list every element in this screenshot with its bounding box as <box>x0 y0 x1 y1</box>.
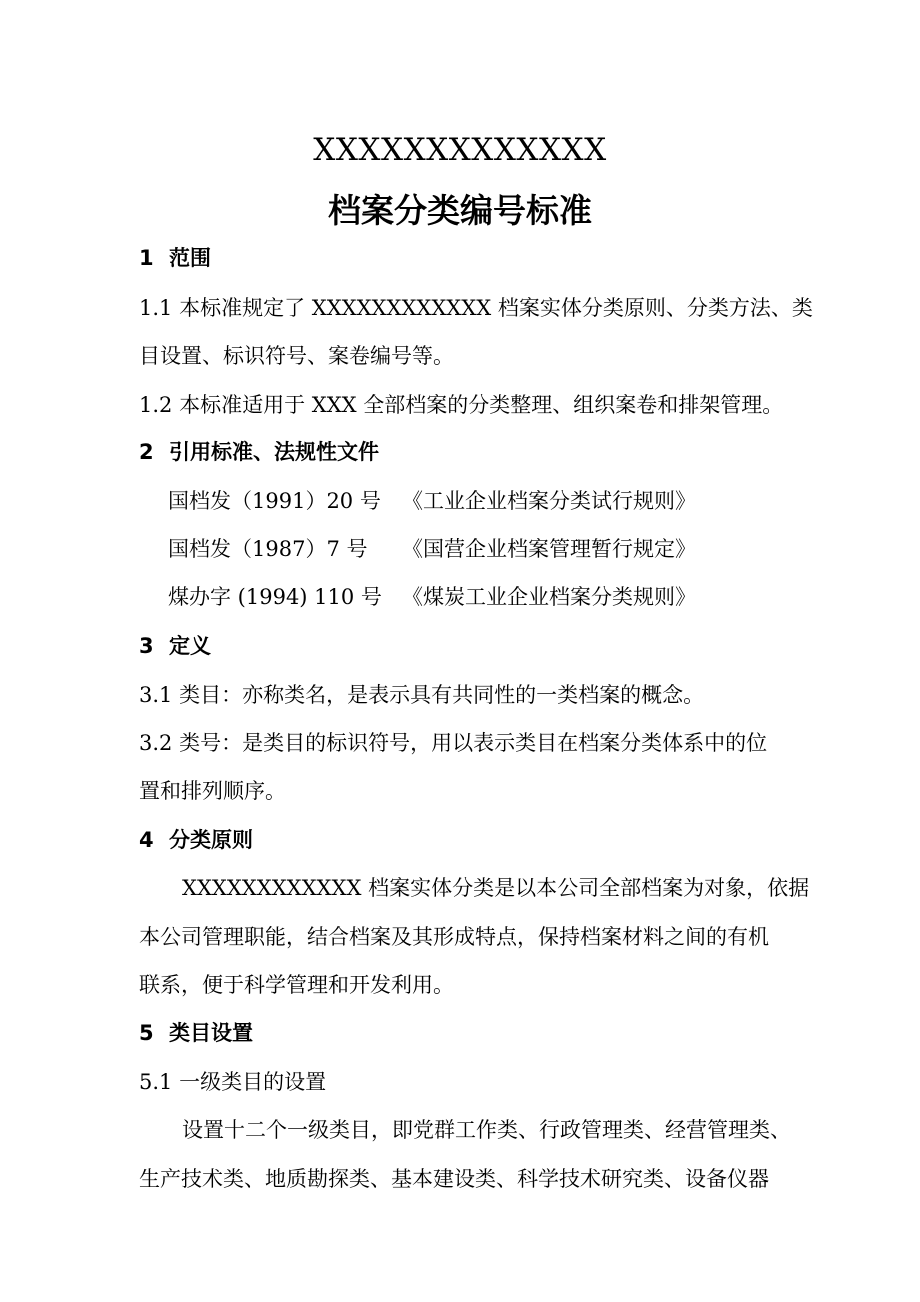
section-number: 5 <box>139 1021 154 1045</box>
paragraph-1-1-line1: 1.1 本标准规定了 XXXXXXXXXXXX 档案实体分类原则、分类方法、类 <box>139 296 813 320</box>
paragraph-3-2-line2: 置和排列顺序。 <box>139 779 286 803</box>
section-title: 分类原则 <box>169 828 253 852</box>
section-heading-1 <box>139 243 211 273</box>
reference-title: 《国营企业档案管理暂行规定》 <box>402 537 696 561</box>
section-title: 引用标准、法规性文件 <box>169 440 379 464</box>
reference-code: 国档发（1991）20 号 <box>168 489 381 513</box>
document-title: 档案分类编号标准 <box>328 191 592 230</box>
section-title: 定义 <box>169 634 211 658</box>
reference-title: 《煤炭工业企业档案分类规则》 <box>402 585 696 609</box>
section-number: 2 <box>139 440 154 464</box>
paragraph-5-line2: 生产技术类、地质勘探类、基本建设类、科学技术研究类、设备仪器 <box>139 1167 769 1191</box>
paragraph-5-line1: 设置十二个一级类目，即党群工作类、行政管理类、经营管理类、 <box>182 1118 791 1142</box>
paragraph-3-2-line1: 3.2 类号：是类目的标识符号，用以表示类目在档案分类体系中的位 <box>139 731 768 755</box>
document-title-code: XXXXXXXXXXXXX <box>313 132 607 168</box>
paragraph-4-line1: XXXXXXXXXXXX 档案实体分类是以本公司全部档案为对象，依据 <box>182 876 810 900</box>
reference-code: 国档发（1987）7 号 <box>168 537 368 561</box>
section-number: 4 <box>139 828 154 852</box>
section-number: 3 <box>139 634 154 658</box>
reference-title: 《工业企业档案分类试行规则》 <box>402 489 696 513</box>
paragraph-3-1: 3.1 类目：亦称类名，是表示具有共同性的一类档案的概念。 <box>139 683 705 707</box>
subsection-5-1: 5.1 一级类目的设置 <box>139 1070 327 1094</box>
section-heading-3 <box>139 631 211 661</box>
paragraph-1-2: 1.2 本标准适用于 XXX 全部档案的分类整理、组织案卷和排架管理。 <box>139 393 784 417</box>
section-heading-2 <box>139 437 379 467</box>
section-number: 1 <box>139 246 154 270</box>
paragraph-4-line3: 联系，便于科学管理和开发利用。 <box>139 973 454 997</box>
paragraph-1-1-line2: 目设置、标识符号、案卷编号等。 <box>139 344 454 368</box>
section-heading-4 <box>139 825 253 855</box>
reference-code: 煤办字 (1994) 110 号 <box>168 585 382 609</box>
paragraph-4-line2: 本公司管理职能，结合档案及其形成特点，保持档案材料之间的有机 <box>139 925 769 949</box>
section-title: 类目设置 <box>169 1021 253 1045</box>
section-heading-5 <box>139 1018 253 1048</box>
section-title: 范围 <box>169 246 211 270</box>
